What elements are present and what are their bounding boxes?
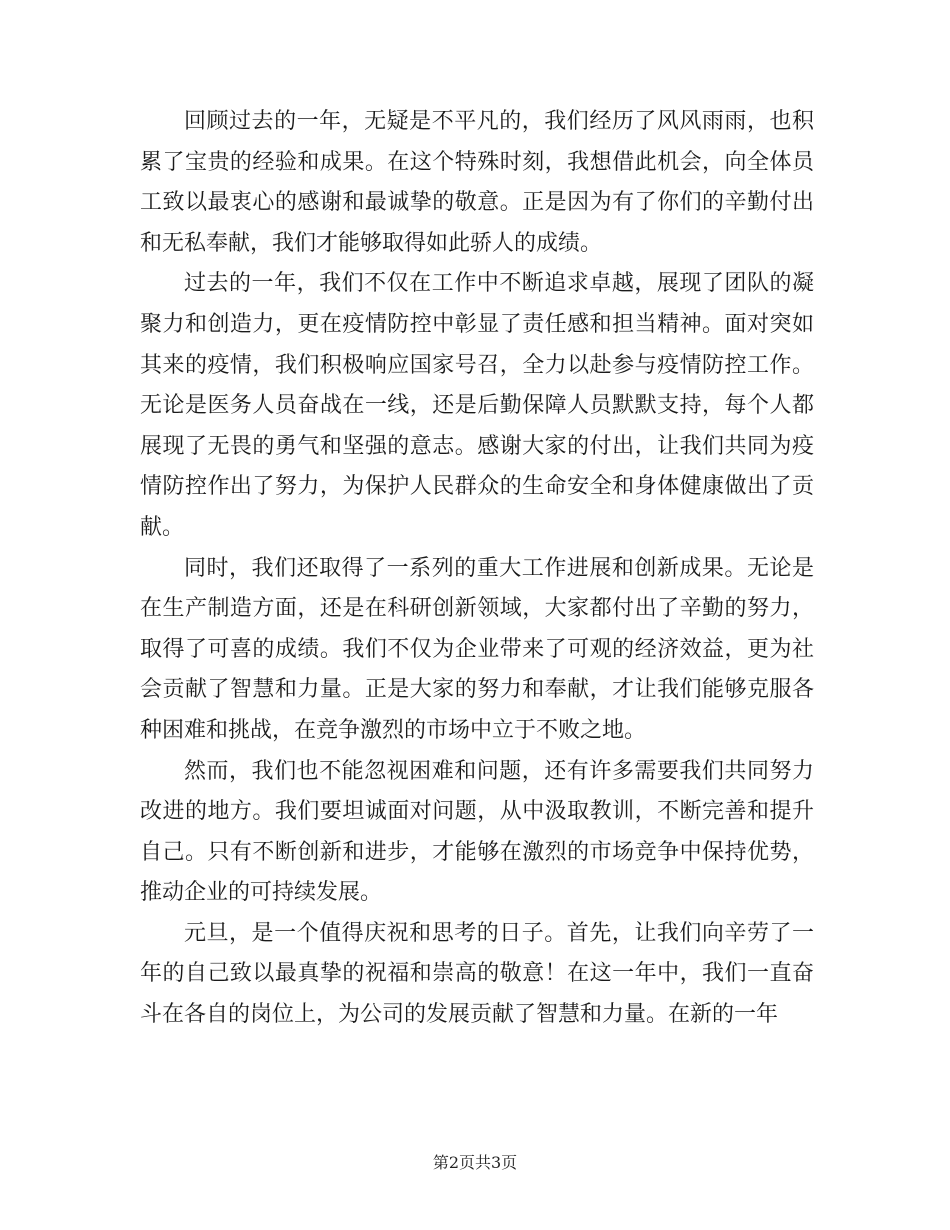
document-body	[140, 102, 814, 1036]
paragraph: 过去的一年，我们不仅在工作中不断追求卓越，展现了团队的凝聚力和创造力，更在疫情防控中彰显了责任感和担当精神。面对突如其来的疫情，我们积极响应国家号召，全力以赴参与疫情防控工作。无论是医务人员奋战在一线，还是后勤保障人员默默支持，每个人都展现了无畏的勇气和坚强的意志。感谢大家的付出，让我们共同为疫情防控作出了努力，为保护人民群众的生命安全和身体健康做出了贡献。	[140, 271, 814, 540]
page-number-footer: 第2页共3页	[432, 1153, 518, 1172]
paragraph: 回顾过去的一年，无疑是不平凡的，我们经历了风风雨雨，也积累了宝贵的经验和成果。在这个特殊时刻，我想借此机会，向全体员工致以最衷心的感谢和最诚挚的敬意。正是因为有了你们的辛勤付出和无私奉献，我们才能够取得如此骄人的成绩。	[140, 109, 814, 256]
paragraph: 然而，我们也不能忽视困难和问题，还有许多需要我们共同努力改进的地方。我们要坦诚面对问题，从中汲取教训，不断完善和提升自己。只有不断创新和进步，才能够在激烈的市场竞争中保持优势，推动企业的可持续发展。	[140, 758, 814, 906]
paragraph: 元旦，是一个值得庆祝和思考的日子。首先，让我们向辛劳了一年的自己致以最真挚的祝福和崇高的敬意！在这一年中，我们一直奋斗在各自的岗位上，为公司的发展贡献了智慧和力量。在新的一年	[140, 920, 814, 1028]
paragraph: 同时，我们还取得了一系列的重大工作进展和创新成果。无论是在生产制造方面，还是在科研创新领域，大家都付出了辛勤的努力，取得了可喜的成绩。我们不仅为企业带来了可观的经济效益，更为社会贡献了智慧和力量。正是大家的努力和奉献，才让我们能够克服各种困难和挑战，在竞争激烈的市场中立于不败之地。	[140, 555, 814, 743]
